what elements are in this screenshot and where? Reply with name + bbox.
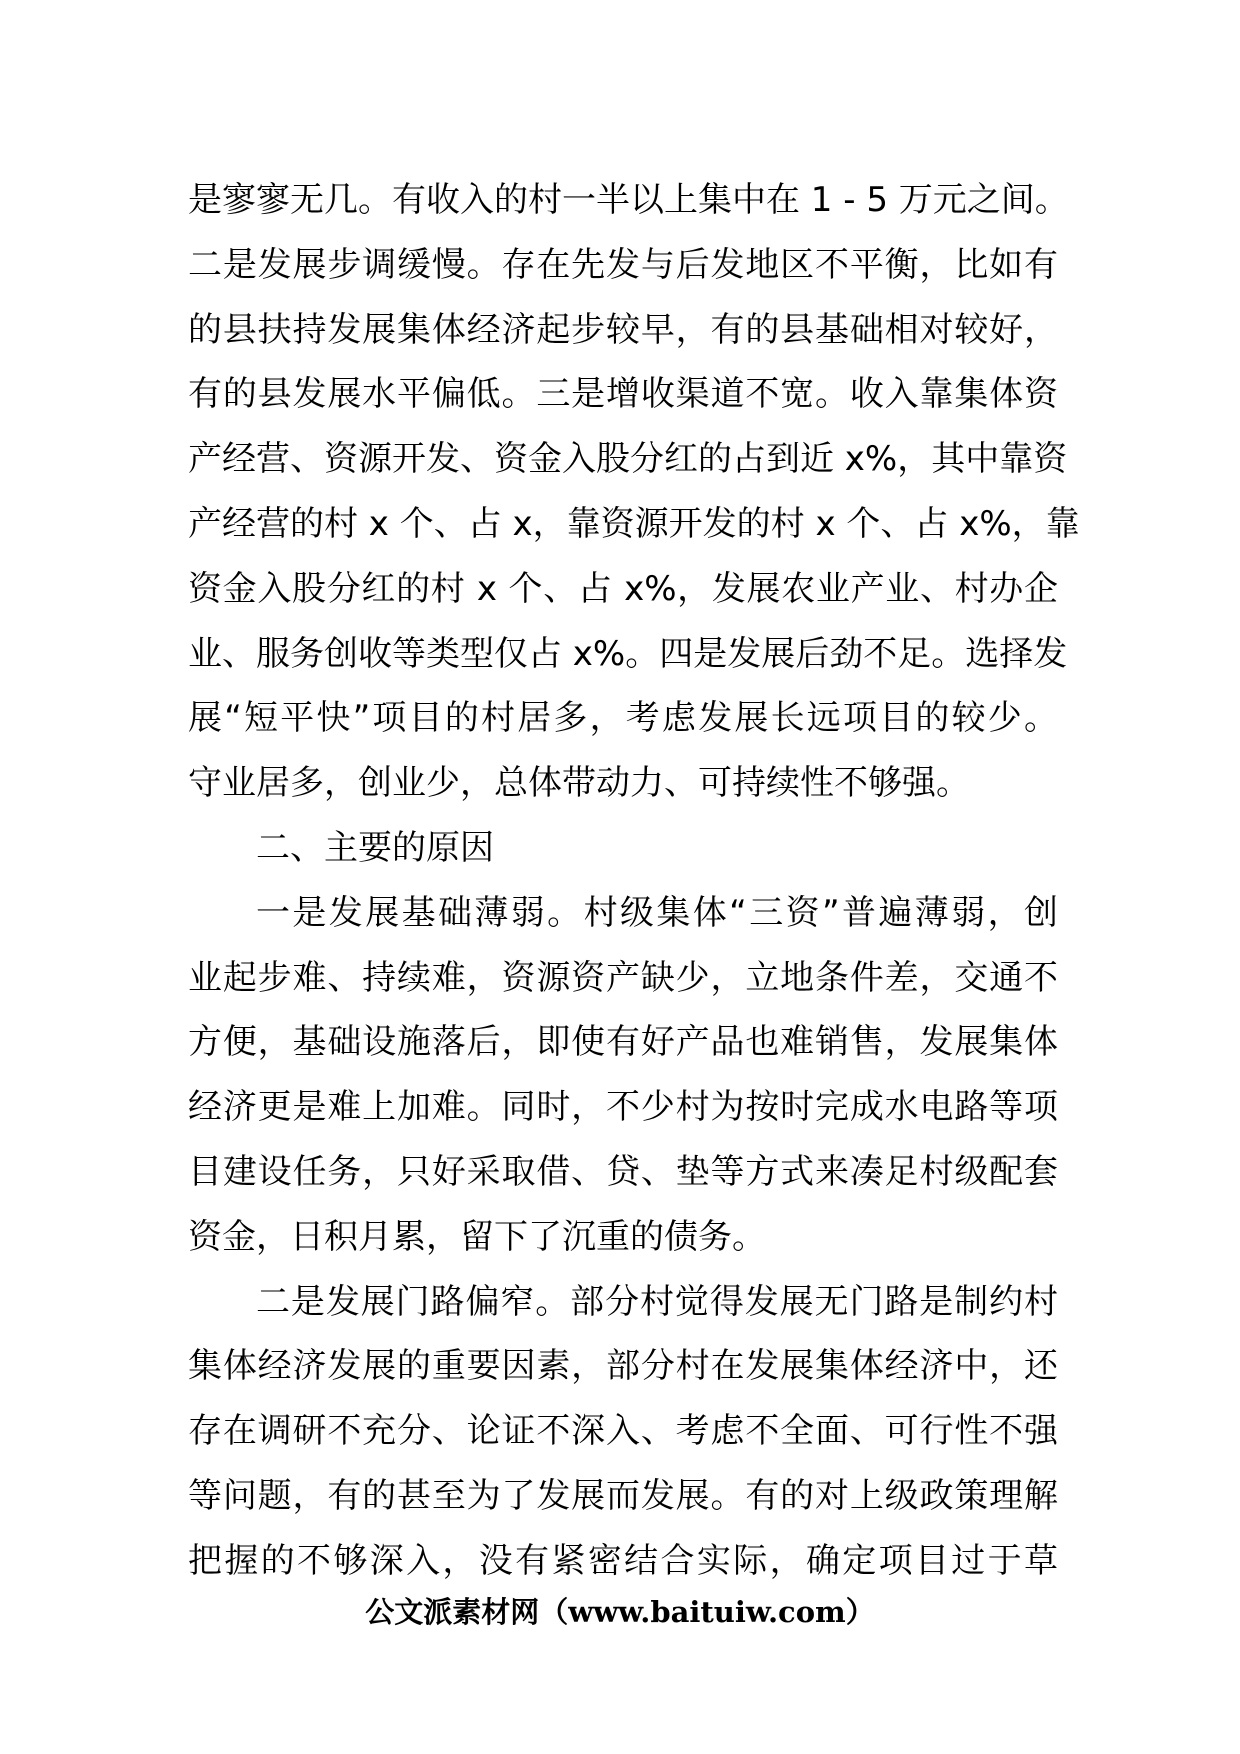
text-line: 展“短平快”项目的村居多，考虑发展长远项目的较少。 [188,698,1058,739]
text-line: 有的县发展水平偏低。三是增收渠道不宽。收入靠集体资 [188,374,1058,415]
text-line: 存在调研不充分、论证不深入、考虑不全面、可行性不强 [188,1411,1058,1452]
text-line: 资金，日积月累，留下了沉重的债务。 [188,1216,766,1257]
text-line: 守业居多，创业少，总体带动力、可持续性不够强。 [188,763,970,804]
text-line: 业起步难、持续难，资源资产缺少，立地条件差，交通不 [188,957,1058,998]
section-heading: 二、主要的原因 [256,827,494,868]
text-line: 方便，基础设施落后，即使有好产品也难销售，发展集体 [188,1022,1058,1063]
text-line: 把握的不够深入，没有紧密结合实际，确定项目过于草 [188,1540,1058,1581]
text-line: 二是发展步调缓慢。存在先发与后发地区不平衡，比如有 [188,244,1058,285]
text-line: 二是发展门路偏窄。部分村觉得发展无门路是制约村 [256,1281,1058,1322]
text-line: 目建设任务，只好采取借、贷、垫等方式来凑足村级配套 [188,1151,1058,1192]
footer-watermark: 公文派素材网（www.baituiw.com） [365,1595,875,1629]
text-line: 业、服务创收等类型仅占 x%。四是发展后劲不足。选择发 [188,633,1068,674]
text-line: 经济更是难上加难。同时，不少村为按时完成水电路等项 [188,1087,1058,1128]
text-line: 产经营的村 x 个、占 x，靠资源开发的村 x 个、占 x%，靠 [188,503,1080,544]
document-body [188,168,1080,1594]
text-line: 是寥寥无几。有收入的村一半以上集中在 1 - 5 万元之间。 [188,180,1069,220]
text-line: 的县扶持发展集体经济起步较早，有的县基础相对较好， [188,309,1058,350]
text-line: 资金入股分红的村 x 个、占 x%，发展农业产业、村办企 [188,568,1058,609]
text-line: 集体经济发展的重要因素，部分村在发展集体经济中，还 [188,1346,1058,1387]
text-line: 等问题，有的甚至为了发展而发展。有的对上级政策理解 [188,1475,1058,1516]
text-line: 产经营、资源开发、资金入股分红的占到近 x%，其中靠资 [188,439,1068,480]
text-line: 一是发展基础薄弱。村级集体“三资”普遍薄弱，创 [256,892,1058,933]
